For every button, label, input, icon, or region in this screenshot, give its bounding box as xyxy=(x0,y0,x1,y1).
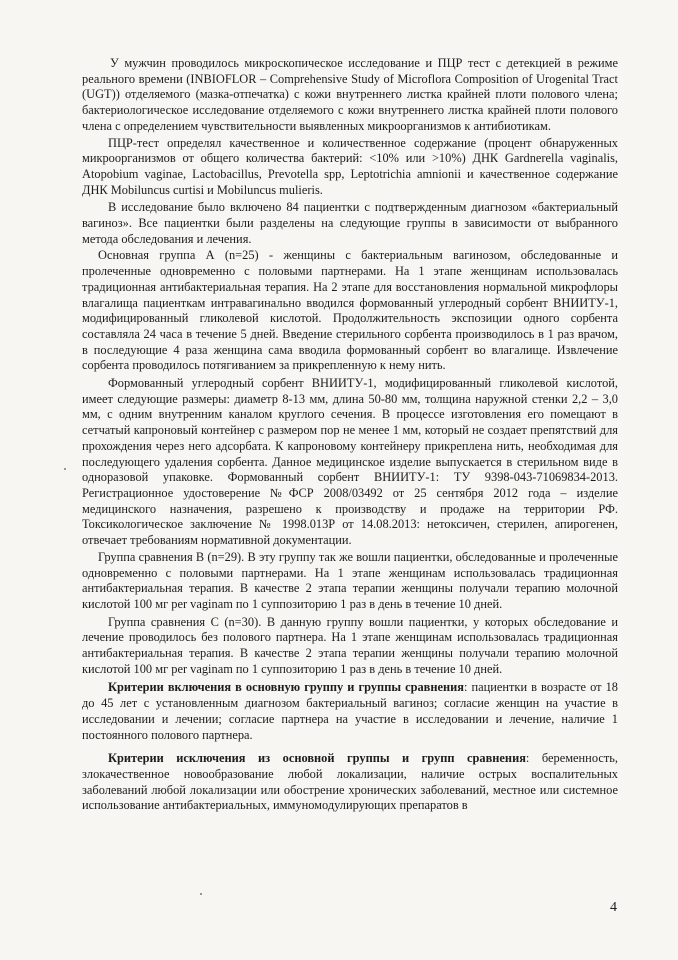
paragraph-group-a: Основная группа А (n=25) - женщины с бактериальным вагинозом, обследованные и пролеченные одновременно с половыми партнерами. На 1 этапе женщинам использовалась традиционная антибактериальная терапия. На 2 этапе для восстановления нормальной микрофлоры влагалища пациенткам интравагинально вводился формованный углеродный сорбент ВНИИТУ-1, модифицированный гликолевой кислотой. Продолжительность экспозиции одного сорбента составляла 24 часа в течение 5 дней. Введение стерильного сорбента производилось в 1 раз врачом, в последующие 4 раза женщина сама вводила формованный сорбент во влагалище. Извлечение сорбента проводилось потягиванием за прикрепленную к нему нить. xyxy=(82,248,618,373)
exclusion-criteria-heading: Критерии исключения из основной группы и групп сравнения xyxy=(108,751,526,766)
paragraph-pcr-test: ПЦР-тест определял качественное и количественное содержание (процент обнаруженных микроорганизмов от общего количества бактерий: <10% или >10%) ДНК Gardnerella vaginalis, Atopobium vaginae, Lactobacillus, Prevotella spp, Leptotrichia amnionii и качественное содержание ДНК Mobiluncus curtisi и Mobiluncus mulieris. xyxy=(82,135,618,197)
page-number: 4 xyxy=(610,900,617,915)
paragraph-group-b: Группа сравнения В (n=29). В эту группу так же вошли пациентки, обследованные и пролеченные одновременно с половыми партнерами. На 1 этапе женщинам использовалась традиционная антибактериальная терапия. В качестве 2 этапа терапии женщины получали терапию молочной кислотой 100 мг per vaginam по 1 суппозиторию 1 раз в день в течение 10 дней. xyxy=(82,549,618,611)
scan-speck xyxy=(64,468,66,470)
inclusion-criteria-text: : пациентки в возрасте от 18 до 45 лет с установленным диагнозом бактериальный вагиноз; согласие женщин на участие в исследовании и лечении; согласие партнера на участие в исследовании и лечение, наличие 1 постоянного полового партнера. xyxy=(82,680,618,742)
paragraph-sorbent-description: Формованный углеродный сорбент ВНИИТУ-1, модифицированный гликолевой кислотой, имеет следующие размеры: диаметр 8-13 мм, длина 50-80 мм, толщина наружной стенки 2,2 – 3,0 мм, с одним внутренним каналом круглого сечения. В процессе изготовления его помещают в сетчатый капроновый контейнер с размером пор не менее 1 мм, который не создает препятствий для прохождения через него адсорбата. К капроновому контейнеру прикреплена нить, необходимая для последующего удаления сорбента. Данное медицинское изделие выпускается в стерильном виде в одноразовой упаковке. Формованный сорбент ВНИИТУ-1: ТУ 9398-043-71069834-2013. Регистрационное удостоверение №ФСР 2008/03492 от 25 сентября 2012 года – изделие медицинского назначения, разрешено к производству и продаже на территории РФ. Токсикологическое заключение № 1998.013Р от 14.08.2013: нетоксичен, стерилен, апирогенен, отвечает требованиям нормативной документации. xyxy=(82,376,618,548)
paragraph-group-c: Группа сравнения С (n=30). В данную группу вошли пациентки, у которых обследование и лечение проводилось без полового партнера. На 1 этапе женщинам использовалась традиционная антибактериальная терапия. В качестве 2 этапа терапии женщины получали терапию молочной кислотой 100 мг per vaginam по 1 суппозиторию 1 раз в день в течение 10 дней. xyxy=(82,614,618,676)
paragraph-male-examination: У мужчин проводилось микроскопическое исследование и ПЦР тест с детекцией в режиме реального времени (INBIOFLOR – Comprehensive Study of Microflora Composition of Urogenital Tract (UGT)) отделяемого (мазка-отпечатка) с кожи внутреннего листка крайней плоти полового члена; бактериологическое исследование отделяемого с кожи внутреннего листка крайней плоти полового члена с определением чувствительности выявленных микроорганизмов к антибиотикам. xyxy=(82,56,618,133)
scan-speck xyxy=(200,893,202,895)
inclusion-criteria-heading: Критерии включения в основную группу и группы сравнения xyxy=(108,680,464,695)
exclusion-criteria-text: : беременность, злокачественное новообразование любой локализации, наличие острых воспалительных заболеваний любой локализации или обострение хронических заболеваний, местное или системное использование антибактериальных, иммуномодулирующих препаратов в xyxy=(82,751,618,813)
document-body xyxy=(82,56,618,814)
paragraph-exclusion-criteria xyxy=(82,751,618,814)
paragraph-patients-included: В исследование было включено 84 пациентки с подтвержденным диагнозом «бактериальный вагиноз». Все пациентки были разделены на следующие группы в зависимости от выбранного метода обследования и лечения. xyxy=(82,200,618,246)
paragraph-inclusion-criteria xyxy=(82,680,618,743)
